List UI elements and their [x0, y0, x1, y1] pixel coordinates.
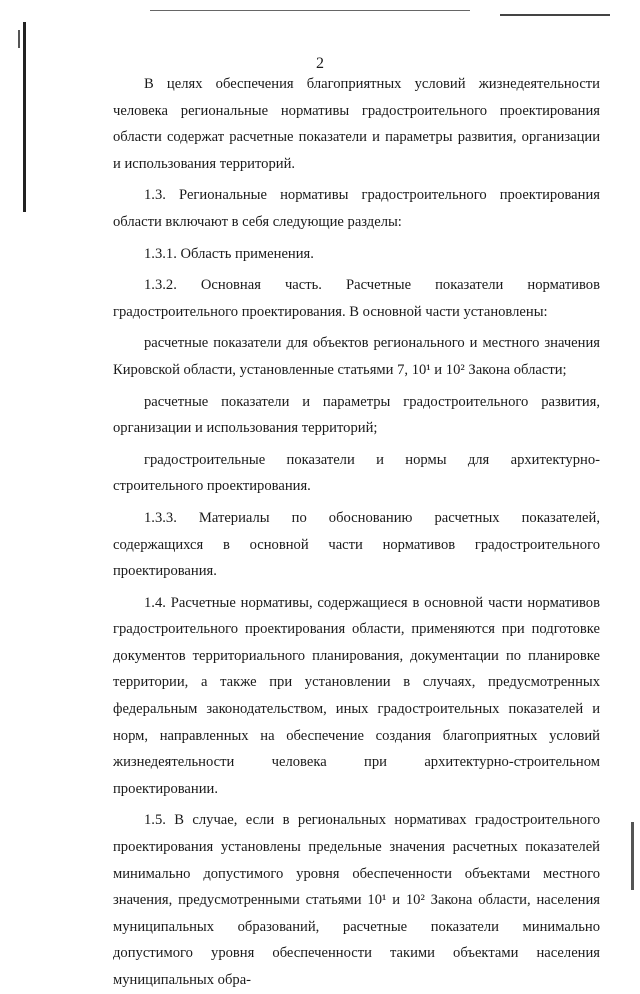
paragraph-1-3-3: 1.3.3. Материалы по обоснованию расчетных показателей, содержащихся в основной части нормативов градостроительного проектирования. [113, 509, 600, 580]
list-item-regional-indicators: расчетные показатели для объектов регионального и местного значения Кировской области, установленные статьями 7, 10¹ и 10² Закона области; [113, 335, 600, 378]
paragraph-1-3-2: 1.3.2. Основная часть. Расчетные показатели нормативов градостроительного проектирования. В основной части установлены: [113, 277, 600, 320]
paragraph-1-5: 1.5. В случае, если в региональных нормативах градостроительного проектирования установлены предельные значения расчетных показателей минимально допустимого уровня обеспеченности объектами местного значения, предусмотренными статьями 10¹ и 10² Закона области, населения муниципальных образований, расчетные показатели минимально допустимого уровня обеспеченности такими объектами населения муниципальных обра- [113, 812, 600, 988]
paragraph-1-3-1: 1.3.1. Область применения. [144, 245, 314, 262]
list-item-development-parameters: расчетные показатели и параметры градостроительного развития, организации и использования территорий; [113, 393, 600, 437]
paragraph-1-4: 1.4. Расчетные нормативы, содержащиеся в основной части нормативов градостроительного проектирования области, применяются при подготовке документов территориального планирования, документации по планировке территории, а также при установлении в случаях, предусмотренных федеральным законодательством, иных градостроительных показателей и норм, направленных на обеспечение создания благоприятных условий жизнедеятельности человека при архитектурно-строительном проектировании. [113, 594, 600, 797]
document-body [113, 71, 600, 994]
scan-artifact-top-right [500, 14, 610, 16]
list-item-norms-line1: градостроительные показатели и нормы для архитектурно- [144, 451, 600, 468]
scan-artifact-left-tick [18, 30, 20, 48]
page-number: 2 [316, 55, 324, 72]
list-item-norms-line2: строительного проектирования. [113, 478, 311, 495]
scan-artifact-top [150, 10, 470, 11]
paragraph-intro: В целях обеспечения благоприятных условий жизнедеятельности человека региональные нормативы градостроительного проектирования области содержат расчетные показатели и параметры развития, организации и использования территорий. [113, 76, 600, 172]
scan-artifact-left-bar [23, 22, 26, 212]
scan-artifact-right [631, 822, 634, 890]
paragraph-1-3: 1.3. Региональные нормативы градостроительного проектирования области включают в себя следующие разделы: [113, 187, 600, 230]
